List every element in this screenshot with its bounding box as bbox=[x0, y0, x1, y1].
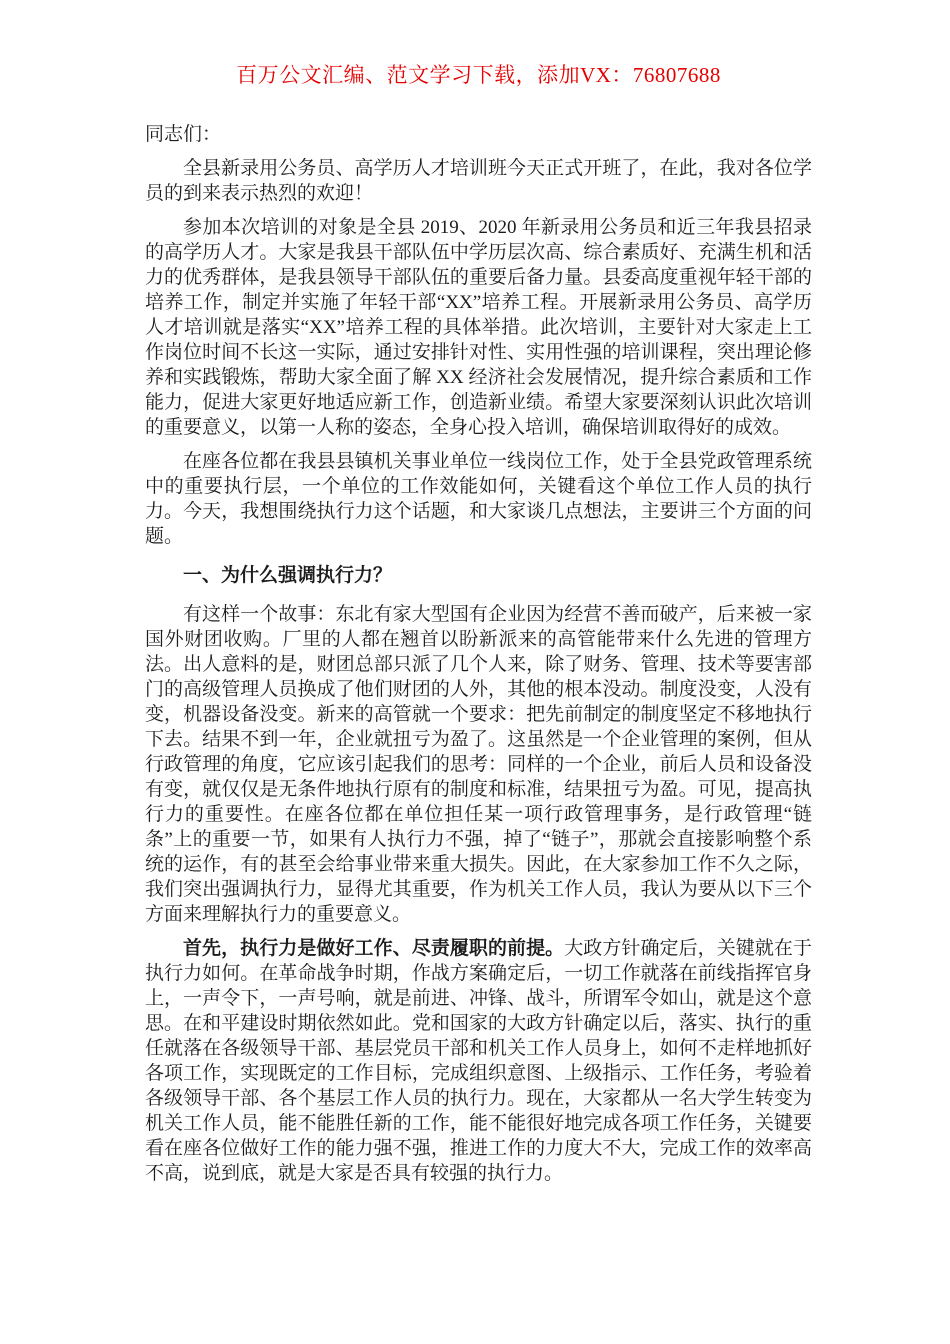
paragraph-execution-topic-intro: 在座各位都在我县县镇机关事业单位一线岗位工作，处于全县党政管理系统中的重要执行层，一个单位的工作效能如何，关键看这个单位工作人员的执行力。今天，我想围绕执行力这个话题，和大家谈几点想法，主要讲三个方面的问题。 bbox=[145, 451, 812, 547]
paragraph-training-overview: 参加本次培训的对象是全县 2019、2020 年新录用公务员和近三年我县招录的高学历人才。大家是我县干部队伍中学历层次高、综合素质好、充满生机和活力的优秀群体，是我县领导干部队伍的重要后备力量。县委高度重视年轻干部的培养工作，制定并实施了年轻干部“XX”培养工程。开展新录用公务员、高学历人才培训就是落实“XX”培养工程的具体举措。此次培训，主要针对大家走上工作岗位时间不长这一实际，通过安排针对性、实用性强的培训课程，突出理论修养和实践锻炼，帮助大家全面了解 XX 经济社会发展情况，提升综合素质和工作能力，促进大家更好地适应新工作，创造新业绩。希望大家要深刻认识此次培训的重要意义，以第一人称的姿态，全身心投入培训，确保培训取得好的成效。 bbox=[145, 217, 812, 438]
paragraph-enterprise-story: 有这样一个故事：东北有家大型国有企业因为经营不善而破产，后来被一家国外财团收购。厂里的人都在翘首以盼新派来的高管能带来什么先进的管理方法。出人意料的是，财团总部只派了几个人来，除了财务、管理、技术等要害部门的高级管理人员换成了他们财团的人外，其他的根本没动。制度没变，人没有变，机器设备没变。新来的高管就一个要求：把先前制定的制度坚定不移地执行下去。结果不到一年，企业就扭亏为盈了。这虽然是一个企业管理的案例，但从行政管理的角度，它应该引起我们的思考：同样的一个企业，前后人员和设备没有变，就仅仅是无条件地执行原有的制度和标准，结果扭亏为盈。可见，提高执行力的重要性。在座各位都在单位担任某一项行政管理事务，是行政管理“链条”上的重要一节，如果有人执行力不强，掉了“链子”，那就会直接影响整个系统的运作，有的甚至会给事业带来重大损失。因此，在大家参加工作不久之际，我们突出强调执行力，显得尤其重要，作为机关工作人员，我认为要从以下三个方面来理解执行力的重要意义。 bbox=[145, 604, 812, 925]
paragraph-first-point bbox=[145, 936, 812, 1186]
document-body bbox=[145, 122, 812, 1186]
section-heading-why-emphasize-execution: 一、为什么强调执行力？ bbox=[183, 565, 393, 586]
header-notice: 百万公文汇编、范文学习下载，添加VX：76807688 bbox=[236, 63, 721, 87]
paragraph-welcome: 全县新录用公务员、高学历人才培训班今天正式开班了，在此，我对各位学员的到来表示热烈的欢迎！ bbox=[145, 158, 812, 204]
paragraph-first-point-bold-lead: 首先，执行力是做好工作、尽责履职的前提。 bbox=[183, 938, 565, 959]
paragraph-first-point-body: 大政方针确定后，关键就在于执行力如何。在革命战争时期，作战方案确定后，一切工作就落在前线指挥官身上，一声令下，一声号响，就是前进、冲锋、战斗，所谓军令如山，就是这个意思。在和平建设时期依然如此。党和国家的大政方针确定以后，落实、执行的重任就落在各级领导干部、基层党员干部和机关工作人员身上，如何不走样地抓好各项工作，实现既定的工作目标，完成组织意图、上级指示、工作任务，考验着各级领导干部、各个基层工作人员的执行力。现在，大家都从一名大学生转变为机关工作人员，能不能胜任新的工作，能不能很好地完成各项工作任务，关键要看在座各位做好工作的能力强不强，推进工作的力度大不大，完成工作的效率高不高，说到底，就是大家是否具有较强的执行力。 bbox=[145, 938, 812, 1184]
salutation: 同志们： bbox=[145, 124, 222, 145]
